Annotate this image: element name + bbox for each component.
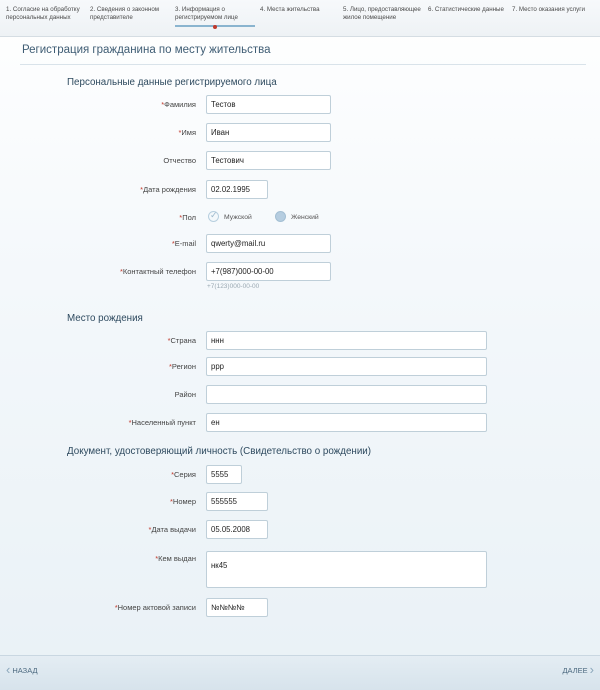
country-input[interactable]: [206, 331, 487, 350]
record-number-label: *Номер актовой записи: [114, 603, 196, 612]
chevron-right-icon: ›: [589, 662, 594, 677]
chevron-left-icon: ‹: [6, 662, 11, 677]
phone-input[interactable]: [206, 262, 331, 281]
step-3[interactable]: [175, 6, 255, 27]
birthdate-input[interactable]: [206, 180, 268, 199]
number-input[interactable]: [206, 492, 268, 511]
gender-label: *Пол: [179, 213, 196, 222]
email-input[interactable]: [206, 234, 331, 253]
issue-date-label: *Дата выдачи: [148, 525, 196, 534]
phone-hint: +7(123)000-00-00: [207, 283, 260, 290]
section-document-title: Документ, удостоверяющий личность (Свидетельство о рождении): [67, 446, 372, 457]
next-button[interactable]: [562, 662, 594, 677]
number-label: *Номер: [169, 497, 196, 506]
step-4[interactable]: 4. Места жительства: [260, 6, 320, 13]
surname-label: *Фамилия: [161, 100, 196, 109]
issued-by-textarea[interactable]: [206, 551, 487, 588]
patronymic-input[interactable]: [206, 151, 331, 170]
series-label: *Серия: [171, 470, 196, 479]
back-button[interactable]: [6, 662, 38, 677]
gender-male-radio[interactable]: [208, 211, 219, 222]
gender-male-label: Мужской: [224, 214, 252, 221]
locality-label: *Населенный пункт: [128, 418, 196, 427]
issue-date-input[interactable]: [206, 520, 268, 539]
step-1[interactable]: 1. Согласие на обработку персональных данных: [6, 6, 80, 21]
surname-input[interactable]: [206, 95, 331, 114]
section-personal-title: Персональные данные регистрируемого лица: [67, 77, 277, 88]
step-5[interactable]: 5. Лицо, предоставляющее жилое помещение: [343, 6, 421, 21]
step-2[interactable]: 2. Сведения о законном представителе: [90, 6, 160, 21]
title-divider: [20, 64, 586, 65]
name-label: *Имя: [178, 128, 196, 137]
locality-input[interactable]: [206, 413, 487, 432]
wizard-steps: [0, 0, 600, 37]
back-button-label: НАЗАД: [12, 665, 38, 675]
step-7[interactable]: 7. Место оказания услуги: [512, 6, 585, 13]
district-label: Район: [174, 390, 196, 399]
current-step-marker: [213, 25, 217, 29]
page-title: Регистрация гражданина по месту жительства: [22, 44, 271, 56]
series-input[interactable]: [206, 465, 242, 484]
gender-female-radio[interactable]: [275, 211, 286, 222]
bottom-nav-bar: [0, 655, 600, 690]
section-birthplace-title: Место рождения: [67, 313, 143, 324]
patronymic-label: Отчество: [163, 156, 196, 165]
gender-female-label: Женский: [291, 214, 319, 221]
district-input[interactable]: [206, 385, 487, 404]
record-number-input[interactable]: [206, 598, 268, 617]
issued-by-label: *Кем выдан: [155, 554, 196, 563]
birthdate-label: *Дата рождения: [140, 185, 196, 194]
email-label: *E-mail: [171, 239, 196, 248]
next-button-label: ДАЛЕЕ: [562, 665, 588, 675]
region-label: *Регион: [168, 362, 196, 371]
step-3-label: 3. Информация о регистрируемом лице: [175, 6, 238, 21]
step-6[interactable]: 6. Статистические данные: [428, 6, 504, 13]
country-label: *Страна: [167, 336, 196, 345]
name-input[interactable]: [206, 123, 331, 142]
region-input[interactable]: [206, 357, 487, 376]
phone-label: *Контактный телефон: [119, 267, 196, 276]
